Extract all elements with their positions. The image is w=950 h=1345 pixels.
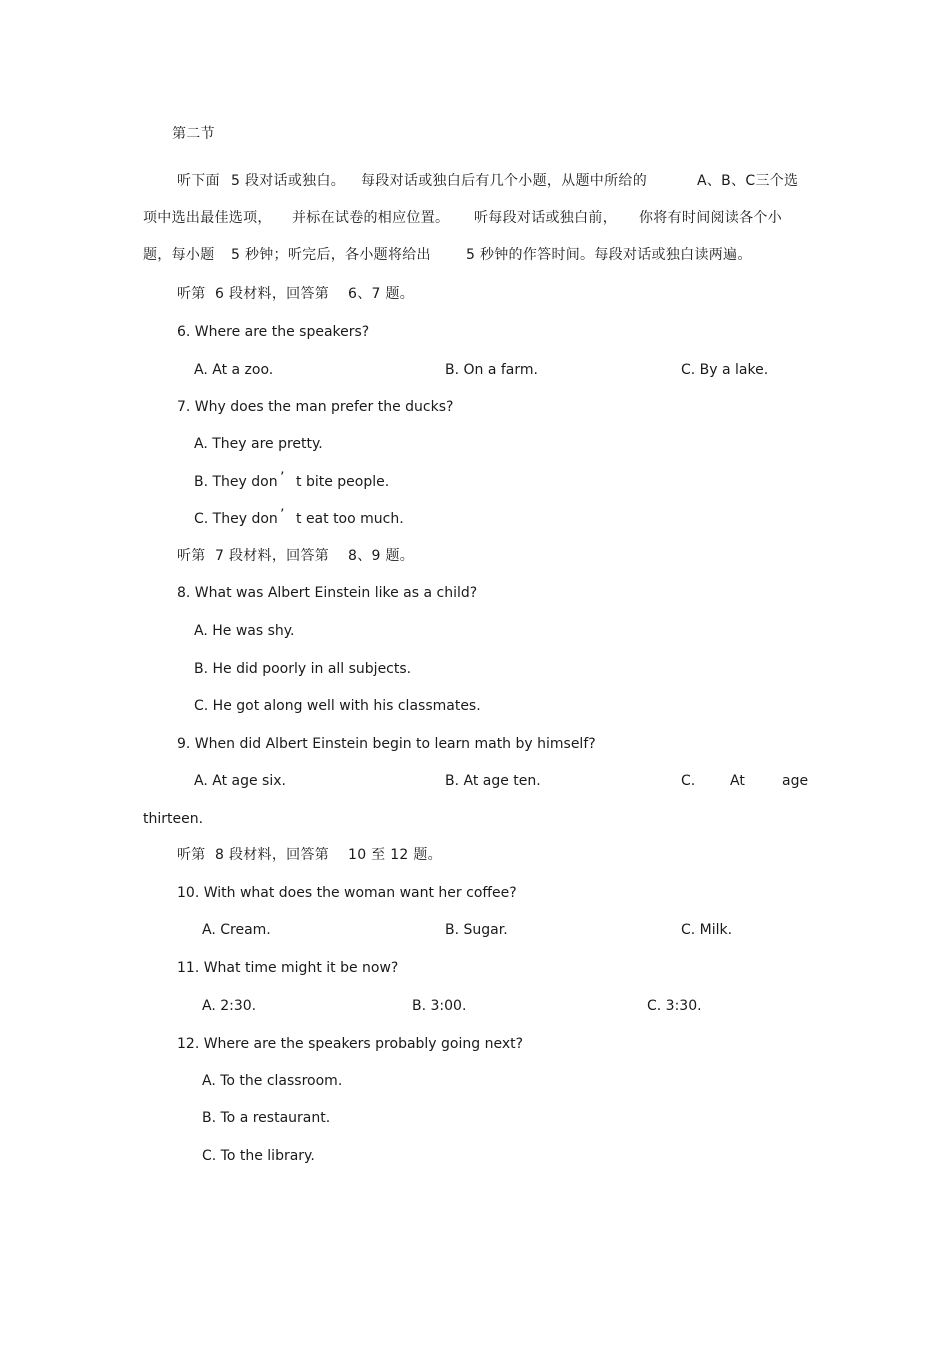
question-stem: 8. What was Albert Einstein like as a child? xyxy=(177,585,478,601)
instructions-line2-d: 你将有时间阅读各个小 xyxy=(639,210,782,226)
instructions-line3-b: 5 秒钟；听完后，各小题将给出 xyxy=(231,247,431,263)
option-a: A. 2:30. xyxy=(202,998,257,1014)
option-b: B. To a restaurant. xyxy=(202,1110,331,1126)
passage-intro-b: 7 段材料，回答第 xyxy=(215,548,330,564)
question-stem: 12. Where are the speakers probably going next? xyxy=(177,1036,524,1052)
option-c-part2: t eat too much. xyxy=(296,511,404,527)
instructions-line3-a: 题，每小题 xyxy=(143,247,215,263)
passage-intro-c: 6、7 题。 xyxy=(348,286,415,302)
option-c-wrap: thirteen. xyxy=(143,811,204,827)
option-a: A. At age six. xyxy=(194,773,286,789)
question-stem: 9. When did Albert Einstein begin to learn math by himself? xyxy=(177,736,596,752)
passage-intro-b: 6 段材料，回答第 xyxy=(215,286,330,302)
option-c-word-age: age xyxy=(782,773,809,789)
instructions-line2-b: 并标在试卷的相应位置。 xyxy=(292,210,450,226)
option-b: B. 3:00. xyxy=(412,998,467,1014)
passage-intro-a: 听第 xyxy=(177,286,206,302)
instructions-line1-a: 听下面 xyxy=(177,173,220,189)
option-a: A. To the classroom. xyxy=(202,1073,343,1089)
option-c-word-at: At xyxy=(730,773,745,789)
option-c: C. He got along well with his classmates. xyxy=(194,698,481,714)
option-b: B. He did poorly in all subjects. xyxy=(194,661,412,677)
passage-intro-b: 8 段材料，回答第 xyxy=(215,847,330,863)
option-b-part2: t bite people. xyxy=(296,474,390,490)
question-stem: 6. Where are the speakers? xyxy=(177,324,370,340)
question-stem: 11. What time might it be now? xyxy=(177,960,399,976)
option-b: B. On a farm. xyxy=(445,362,538,378)
passage-intro-a: 听第 xyxy=(177,847,206,863)
instructions-line2-a: 项中选出最佳选项， xyxy=(143,210,272,226)
option-c: C. By a lake. xyxy=(681,362,769,378)
option-c-part1: C. They don xyxy=(194,511,278,527)
instructions-line1-c: 每段对话或独白后有几个小题，从题中所给的 xyxy=(361,173,647,189)
option-a: A. At a zoo. xyxy=(194,362,274,378)
instructions-line3-c: 5 秒钟的作答时间。每段对话或独白读两遍。 xyxy=(466,247,752,263)
passage-intro-a: 听第 xyxy=(177,548,206,564)
option-c: C. Milk. xyxy=(681,922,733,938)
option-c-apostrophe: ’ xyxy=(280,507,285,523)
option-b: B. At age ten. xyxy=(445,773,541,789)
instructions-line1-d: A、B、C三个选 xyxy=(697,173,799,189)
option-a: A. He was shy. xyxy=(194,623,295,639)
instructions-line1-b: 5 段对话或独白。 xyxy=(231,173,346,189)
passage-intro-c: 8、9 题。 xyxy=(348,548,415,564)
question-stem: 7. Why does the man prefer the ducks? xyxy=(177,399,454,415)
instructions-line2-c: 听每段对话或独白前， xyxy=(474,210,617,226)
passage-intro-c: 10 至 12 题。 xyxy=(348,847,442,863)
question-stem: 10. With what does the woman want her coffee? xyxy=(177,885,517,901)
option-c-letter: C. xyxy=(681,773,696,789)
option-b: B. Sugar. xyxy=(445,922,508,938)
option-a: A. They are pretty. xyxy=(194,436,323,452)
option-b-apostrophe: ’ xyxy=(280,470,285,486)
option-c: C. To the library. xyxy=(202,1148,315,1164)
section-title: 第二节 xyxy=(172,126,215,142)
option-a: A. Cream. xyxy=(202,922,271,938)
option-c: C. 3:30. xyxy=(647,998,702,1014)
option-b-part1: B. They don xyxy=(194,474,278,490)
